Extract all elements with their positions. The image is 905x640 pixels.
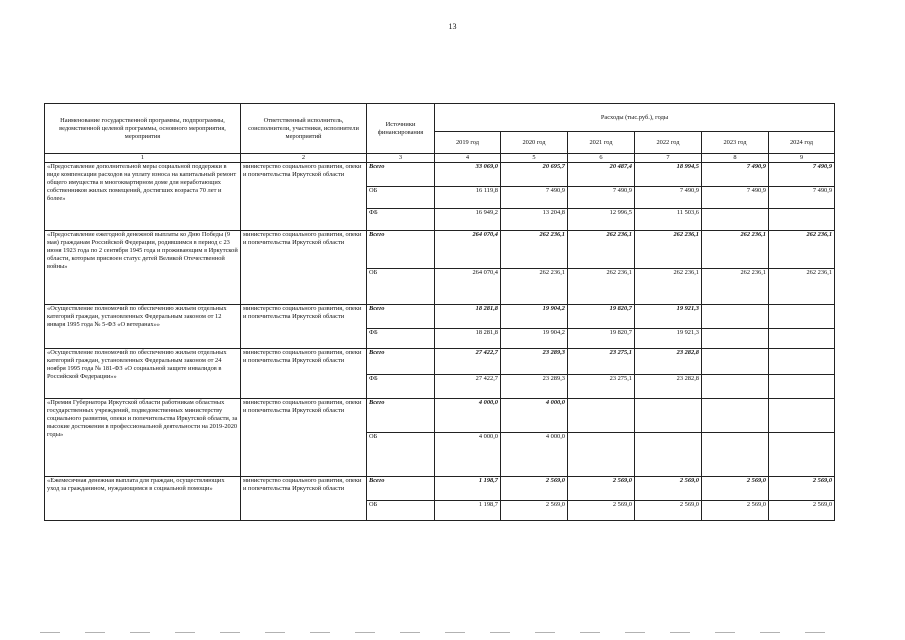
expense-value [769, 349, 835, 375]
expense-value: 18 994,5 [635, 163, 702, 187]
expense-value: 262 236,1 [501, 231, 568, 269]
index-cell: 8 [702, 154, 769, 163]
expense-value: 19 820,7 [568, 329, 635, 349]
expense-value [702, 375, 769, 399]
table-header [45, 104, 835, 154]
table-row [45, 349, 835, 375]
expense-value [769, 433, 835, 477]
expense-value: 262 236,1 [769, 269, 835, 305]
funding-source: Всего [367, 399, 435, 433]
expense-value: 27 422,7 [435, 375, 501, 399]
funding-source: Всего [367, 477, 435, 501]
funding-source: ОБ [367, 187, 435, 209]
expense-value [568, 399, 635, 433]
table-row [45, 477, 835, 501]
expense-value: 16 119,8 [435, 187, 501, 209]
expense-value: 262 236,1 [702, 269, 769, 305]
scan-artifact-line [40, 632, 840, 633]
table-row [45, 399, 835, 433]
funding-source: Всего [367, 231, 435, 269]
expense-value: 18 281,8 [435, 329, 501, 349]
expense-value: 2 569,0 [769, 501, 835, 521]
index-cell: 4 [435, 154, 501, 163]
funding-source: ОБ [367, 269, 435, 305]
expense-value: 262 236,1 [568, 231, 635, 269]
expense-value: 2 569,0 [568, 477, 635, 501]
expense-value: 33 069,0 [435, 163, 501, 187]
expense-value: 262 236,1 [568, 269, 635, 305]
index-cell: 6 [568, 154, 635, 163]
expense-value [635, 433, 702, 477]
expense-value [568, 433, 635, 477]
measure-executor: министерство социального развития, опеки и попечительства Иркутской области [241, 231, 367, 305]
table-row [45, 231, 835, 269]
expense-value: 20 695,7 [501, 163, 568, 187]
expense-value [702, 209, 769, 231]
header-name: Наименование государственной программы, подпрограммы, ведомственной целевой программы, основного мероприятия, мероприятия [45, 104, 241, 154]
page-number: 13 [448, 22, 457, 31]
budget-table [44, 103, 835, 521]
expense-value: 264 070,4 [435, 269, 501, 305]
expense-value: 23 289,3 [501, 349, 568, 375]
expense-value: 12 996,5 [568, 209, 635, 231]
funding-source: Всего [367, 349, 435, 375]
expense-value: 2 569,0 [501, 501, 568, 521]
expense-value [769, 399, 835, 433]
expense-value: 23 282,8 [635, 375, 702, 399]
header-source: Источники финансирования [367, 104, 435, 154]
expense-value [769, 305, 835, 329]
expense-value: 2 569,0 [501, 477, 568, 501]
expense-value: 7 490,9 [501, 187, 568, 209]
expense-value [702, 399, 769, 433]
index-cell: 7 [635, 154, 702, 163]
index-cell: 9 [769, 154, 835, 163]
expense-value: 23 275,1 [568, 349, 635, 375]
header-year: 2022 год [635, 132, 702, 154]
header-year: 2023 год [702, 132, 769, 154]
measure-executor: министерство социального развития, опеки и попечительства Иркутской области [241, 305, 367, 349]
expense-value: 19 904,2 [501, 329, 568, 349]
index-cell: 3 [367, 154, 435, 163]
expense-value: 7 490,9 [635, 187, 702, 209]
expense-value: 262 236,1 [635, 269, 702, 305]
funding-source: Всего [367, 163, 435, 187]
expense-value [702, 349, 769, 375]
expense-value: 23 275,1 [568, 375, 635, 399]
header-year: 2020 год [501, 132, 568, 154]
expense-value: 2 569,0 [635, 477, 702, 501]
expense-value: 19 820,7 [568, 305, 635, 329]
measure-name: «Предоставление дополнительной меры социальной поддержки в виде компенсации расходов на уплату взноса на капитальный ремонт общего имущества в многоквартирном доме для неработающих собственников жилых помещений, достигших возраста 70 лет и более» [45, 163, 241, 231]
measure-name: «Предоставление ежегодной денежной выплаты ко Дню Победы (9 мая) гражданам Российской Федерации, родившимся в период с 23 июня 1923 года по 2 сентября 1945 года и проживающим в Иркутской области, которым присвоен статус детей Великой Отечественной войны» [45, 231, 241, 305]
expense-value: 19 921,3 [635, 305, 702, 329]
expense-value: 262 236,1 [702, 231, 769, 269]
funding-source: ФБ [367, 329, 435, 349]
funding-source: ФБ [367, 375, 435, 399]
expense-value: 1 198,7 [435, 477, 501, 501]
expense-value: 7 490,9 [769, 163, 835, 187]
expense-value: 262 236,1 [635, 231, 702, 269]
expense-value: 262 236,1 [501, 269, 568, 305]
expense-value: 2 569,0 [568, 501, 635, 521]
measure-name: «Осуществление полномочий по обеспечению жильем отдельных категорий граждан, установленных Федеральным законом от 12 января 1995 года № 5-ФЗ «О ветеранах»» [45, 305, 241, 349]
expense-value [702, 433, 769, 477]
expense-value: 2 569,0 [635, 501, 702, 521]
measure-executor: министерство социального развития, опеки и попечительства Иркутской области [241, 477, 367, 521]
header-year: 2021 год [568, 132, 635, 154]
funding-source: ФБ [367, 209, 435, 231]
expense-value: 7 490,9 [702, 187, 769, 209]
measure-executor: министерство социального развития, опеки и попечительства Иркутской области [241, 349, 367, 399]
expense-value [769, 375, 835, 399]
table-row [45, 163, 835, 187]
expense-value: 16 949,2 [435, 209, 501, 231]
expense-value: 1 198,7 [435, 501, 501, 521]
expense-value: 18 281,8 [435, 305, 501, 329]
expense-value: 2 569,0 [769, 477, 835, 501]
header-executor: Ответственный исполнитель, соисполнители, участники, исполнители мероприятий [241, 104, 367, 154]
funding-source: ОБ [367, 501, 435, 521]
expense-value [635, 399, 702, 433]
table-row [45, 305, 835, 329]
expense-value: 4 000,0 [501, 399, 568, 433]
column-index-row [45, 154, 835, 163]
measure-executor: министерство социального развития, опеки и попечительства Иркутской области [241, 399, 367, 477]
expense-value: 7 490,9 [702, 163, 769, 187]
measure-name: «Премия Губернатора Иркутской области работникам областных государственных учреждений, подведомственных министерству социального развития, опеки и попечительства Иркутской области, за высокие достижения в профессиональной деятельности на 2019-2020 годы» [45, 399, 241, 477]
expense-value [702, 329, 769, 349]
funding-source: Всего [367, 305, 435, 329]
expense-value [702, 305, 769, 329]
expense-value: 2 569,0 [702, 477, 769, 501]
expense-value: 11 503,6 [635, 209, 702, 231]
expense-value: 13 204,8 [501, 209, 568, 231]
expense-value [769, 209, 835, 231]
expense-value: 23 282,8 [635, 349, 702, 375]
index-cell: 5 [501, 154, 568, 163]
expense-value: 27 422,7 [435, 349, 501, 375]
expense-value: 4 000,0 [501, 433, 568, 477]
measure-executor: министерство социального развития, опеки и попечительства Иркутской области [241, 163, 367, 231]
expense-value: 23 289,3 [501, 375, 568, 399]
expense-value: 264 070,4 [435, 231, 501, 269]
measure-name: «Ежемесячная денежная выплата для граждан, осуществляющих уход за гражданином, нуждающимся в социальной помощи» [45, 477, 241, 521]
index-cell: 1 [45, 154, 241, 163]
header-year: 2019 год [435, 132, 501, 154]
header-expenses: Расходы (тыс.руб.), годы [435, 104, 835, 132]
funding-source: ОБ [367, 433, 435, 477]
expense-value: 7 490,9 [568, 187, 635, 209]
expense-value [769, 329, 835, 349]
header-year: 2024 год [769, 132, 835, 154]
expense-value: 19 904,2 [501, 305, 568, 329]
expense-value: 4 000,0 [435, 399, 501, 433]
expense-value: 19 921,3 [635, 329, 702, 349]
expense-value: 262 236,1 [769, 231, 835, 269]
index-cell: 2 [241, 154, 367, 163]
expense-value: 4 000,0 [435, 433, 501, 477]
expense-value: 7 490,9 [769, 187, 835, 209]
expense-value: 2 569,0 [702, 501, 769, 521]
expense-value: 20 487,4 [568, 163, 635, 187]
measure-name: «Осуществление полномочий по обеспечению жильем отдельных категорий граждан, установленных Федеральным законом от 24 ноября 1995 года № 181-ФЗ «О социальной защите инвалидов в Российской Федерации»» [45, 349, 241, 399]
